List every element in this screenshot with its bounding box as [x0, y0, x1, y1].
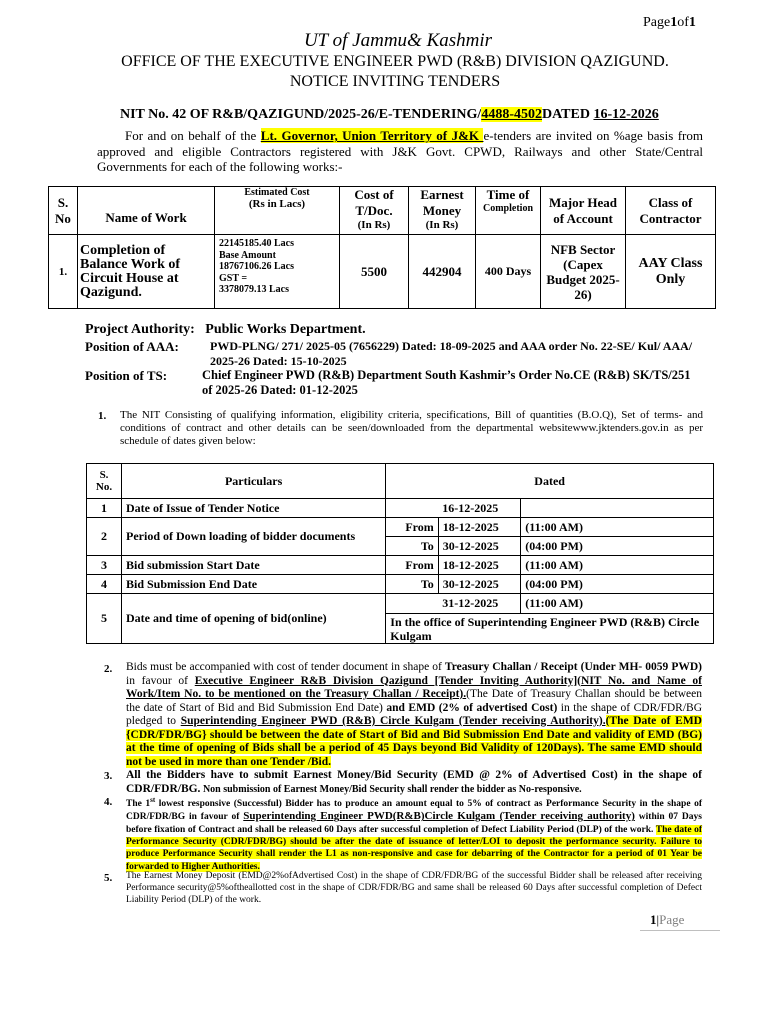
- works-header-emd: Earnest Money (In Rs): [409, 187, 476, 235]
- schedule-row3-sno: 3: [87, 556, 122, 575]
- works-header-time: Time of Completion: [476, 187, 541, 235]
- schedule-row2-to-time: (04:00 PM): [521, 537, 714, 556]
- page-footer: 1|Page: [650, 912, 685, 927]
- intro-after: e-tenders are invited on %age basis from approved and eligible Contractors registered with J&K Govt. CPWD, Railways and other State/Central Governments for each of the following works:-: [97, 128, 703, 174]
- schedule-row1-sno: 1: [87, 499, 122, 518]
- schedule-header-dated: Dated: [386, 464, 714, 499]
- schedule-header-sno: S. No.: [87, 464, 122, 499]
- aaa-label: Position of AAA:: [85, 339, 179, 354]
- schedule-row4-particular: Bid Submission End Date: [122, 575, 386, 594]
- schedule-row2-to-date: 30-12-2025: [438, 537, 521, 556]
- schedule-row1-time: [521, 499, 714, 518]
- point3-number: 3.: [104, 770, 113, 782]
- header-office: OFFICE OF THE EXECUTIVE ENGINEER PWD (R&B) DIVISION QAZIGUND.: [121, 53, 669, 70]
- schedule-row4-time: (04:00 PM): [521, 575, 714, 594]
- schedule-row2-from: From: [386, 518, 439, 537]
- works-row-class: AAY Class Only: [626, 235, 716, 309]
- schedule-row5-venue: In the office of Superintending Engineer PWD (R&B) Circle Kulgam: [386, 614, 714, 644]
- works-header-major-head: Major Head of Account: [541, 187, 626, 235]
- schedule-row3-label: From: [386, 556, 439, 575]
- works-header-sno: S. No: [49, 187, 78, 235]
- schedule-row5-sno: 5: [87, 594, 122, 644]
- works-header-class: Class of Contractor: [626, 187, 716, 235]
- works-row-est-cost: 22145185.40 Lacs Base Amount 18767106.26 Lacs GST = 3378079.13 Lacs: [215, 235, 340, 309]
- header-ut: UT of Jammu& Kashmir: [303, 30, 493, 51]
- point5-number: 5.: [104, 872, 113, 884]
- schedule-row2-to: To: [386, 537, 439, 556]
- schedule-row2-particular: Period of Down loading of bidder documents: [122, 518, 386, 556]
- header-notice: NOTICE INVITING TENDERS: [289, 73, 501, 90]
- nit-number: 4488-4502: [481, 107, 542, 122]
- page-label: Page: [643, 15, 671, 30]
- works-row-time: 400 Days: [476, 235, 541, 309]
- ts-label: Position of TS:: [85, 368, 168, 383]
- intro-paragraph: [97, 128, 703, 175]
- intro-before: For and on behalf of the: [125, 128, 261, 143]
- page-current: 1: [670, 15, 678, 30]
- schedule-row1-empty: [386, 499, 439, 518]
- schedule-row4-sno: 4: [87, 575, 122, 594]
- intro-highlight: Lt. Governor, Union Territory of J&K: [260, 128, 484, 143]
- point5-text: The Earnest Money Deposit (EMD@2%ofAdvertised Cost) in the shape of CDR/FDR/BG of the successful Bidder shall be released after receiving Performance security@5%oftheallotted cost in the shape of CDR/FDR/BG and same shall be released 60 Days after successful completion of Defect Liability Period (DLP) of the work.: [126, 871, 702, 905]
- point3-text: All the Bidders have to submit Earnest Money/Bid Security (EMD @ 2% of Advertised Cost) in the shape of CDR/FDR/BG. Non submission of Earnest Money/Bid Security shall render the bidder as No-responsive.: [126, 769, 702, 795]
- schedule-row1-particular: Date of Issue of Tender Notice: [122, 499, 386, 518]
- nit-date: 16-12-2026: [593, 107, 659, 122]
- page-total: 1: [688, 15, 696, 30]
- point4-number: 4.: [104, 796, 113, 808]
- point2-text: Bids must be accompanied with cost of tender document in shape of Treasury Challan / Receipt (Under MH- 0059 PWD) in favour of Executive Engineer R&B Division Qazigund [Tender Inviting Authority](NIT No. and Name of Work/Item No. to be mentioned on the Treasury Challan / Receipt).(The Date of Treasury Challan should be between the date of Start of Bid and Bid Submission End Date) and EMD (2% of advertised Cost) in the shape of CDR/FDR/BG pledged to Superintending Engineer PWD (R&B) Circle Kulgam (Tender receiving Authority).(The Date of EMD {CDR/FDR/BG} should be between the date of Start of Bid and Bid Submission End Date and validity of EMD (BG) at the time of opening of Bids shall be a period of 45 Days beyond Bid Validity of 120Days). The same EMD should not be used in more than one Tender /Bid.: [126, 661, 703, 768]
- schedule-row3-date: 18-12-2025: [438, 556, 521, 575]
- works-table: [48, 186, 716, 309]
- schedule-row5-particular: Date and time of opening of bid(online): [122, 594, 386, 644]
- schedule-row5-time: (11:00 AM): [521, 594, 714, 614]
- page-indicator: [643, 15, 696, 31]
- schedule-row2-from-time: (11:00 AM): [521, 518, 714, 537]
- works-header-name: Name of Work: [78, 187, 215, 235]
- point1-number: 1.: [98, 410, 107, 422]
- nit-prefix: NIT No. 42 OF R&B/QAZIGUND/2025-26/E-TENDERING/: [120, 107, 482, 122]
- ts-value: Chief Engineer PWD (R&B) Department South Kashmir’s Order No.CE (R&B) SK/TS/251 of 2025-26 Dated: 01-12-2025: [202, 368, 691, 397]
- page-of: of: [677, 15, 689, 30]
- works-header-cost-doc: Cost of T/Doc. (In Rs): [340, 187, 409, 235]
- works-row-emd: 442904: [409, 235, 476, 309]
- schedule-table: [86, 463, 714, 644]
- schedule-row3-particular: Bid submission Start Date: [122, 556, 386, 575]
- aaa-value: PWD-PLNG/ 271/ 2025-05 (7656229) Dated: 18-09-2025 and AAA order No. 22-SE/ Kul/ AAA/ 2025-26 Dated: 15-10-2025: [210, 339, 693, 368]
- schedule-row3-time: (11:00 AM): [521, 556, 714, 575]
- schedule-header-particulars: Particulars: [122, 464, 386, 499]
- point2-number: 2.: [104, 663, 113, 675]
- nit-line: [120, 107, 659, 123]
- schedule-row4-label: To: [386, 575, 439, 594]
- works-row-name: Completion of Balance Work of Circuit House at Qazigund.: [78, 235, 215, 309]
- point4-text: The 1st lowest responsive (Successful) Bidder has to produce an amount equal to 5% of contract as Performance Security in the shape of CDR/FDR/BG in favour of Superintending Engineer PWD(R&B)Circle Kulgam (Tender receiving authority) within 07 Days before fixation of Contract and shall be released 60 Days after successful completion of Defect Liability Period (DLP) of the work. The date of Performance Security (CDR/FDR/BG) should be after the date of issuance of letter/LOI to deposit the performance security. Failure to produce Performance Security shall render the L1 as non-responsive and case for debarring of the Contractor for a period of 01 Year be forwarded to Higher Authorities.: [126, 796, 702, 872]
- works-header-est-cost: Estimated Cost (Rs in Lacs): [215, 187, 340, 235]
- project-authority: Project Authority: Public Works Department.: [85, 322, 366, 337]
- schedule-row4-date: 30-12-2025: [438, 575, 521, 594]
- schedule-row2-sno: 2: [87, 518, 122, 556]
- nit-dated-label: DATED: [541, 107, 594, 122]
- works-row-major-head: NFB Sector (Capex Budget 2025-26): [541, 235, 626, 309]
- schedule-row2-from-date: 18-12-2025: [438, 518, 521, 537]
- point1-text: The NIT Consisting of qualifying information, eligibility criteria, specifications, Bill of quantities (B.O.Q), Set of terms- and conditions of contract and other details can be seen/downloaded from the departmental websitewww.jktenders.gov.in as per schedule of dates given below:: [120, 409, 703, 447]
- schedule-row1-date: 16-12-2025: [438, 499, 521, 518]
- schedule-row5-empty: [386, 594, 439, 614]
- schedule-row5-date: 31-12-2025: [438, 594, 521, 614]
- works-row-cost-doc: 5500: [340, 235, 409, 309]
- works-row-sno: 1.: [49, 235, 78, 309]
- footer-divider: [640, 930, 720, 931]
